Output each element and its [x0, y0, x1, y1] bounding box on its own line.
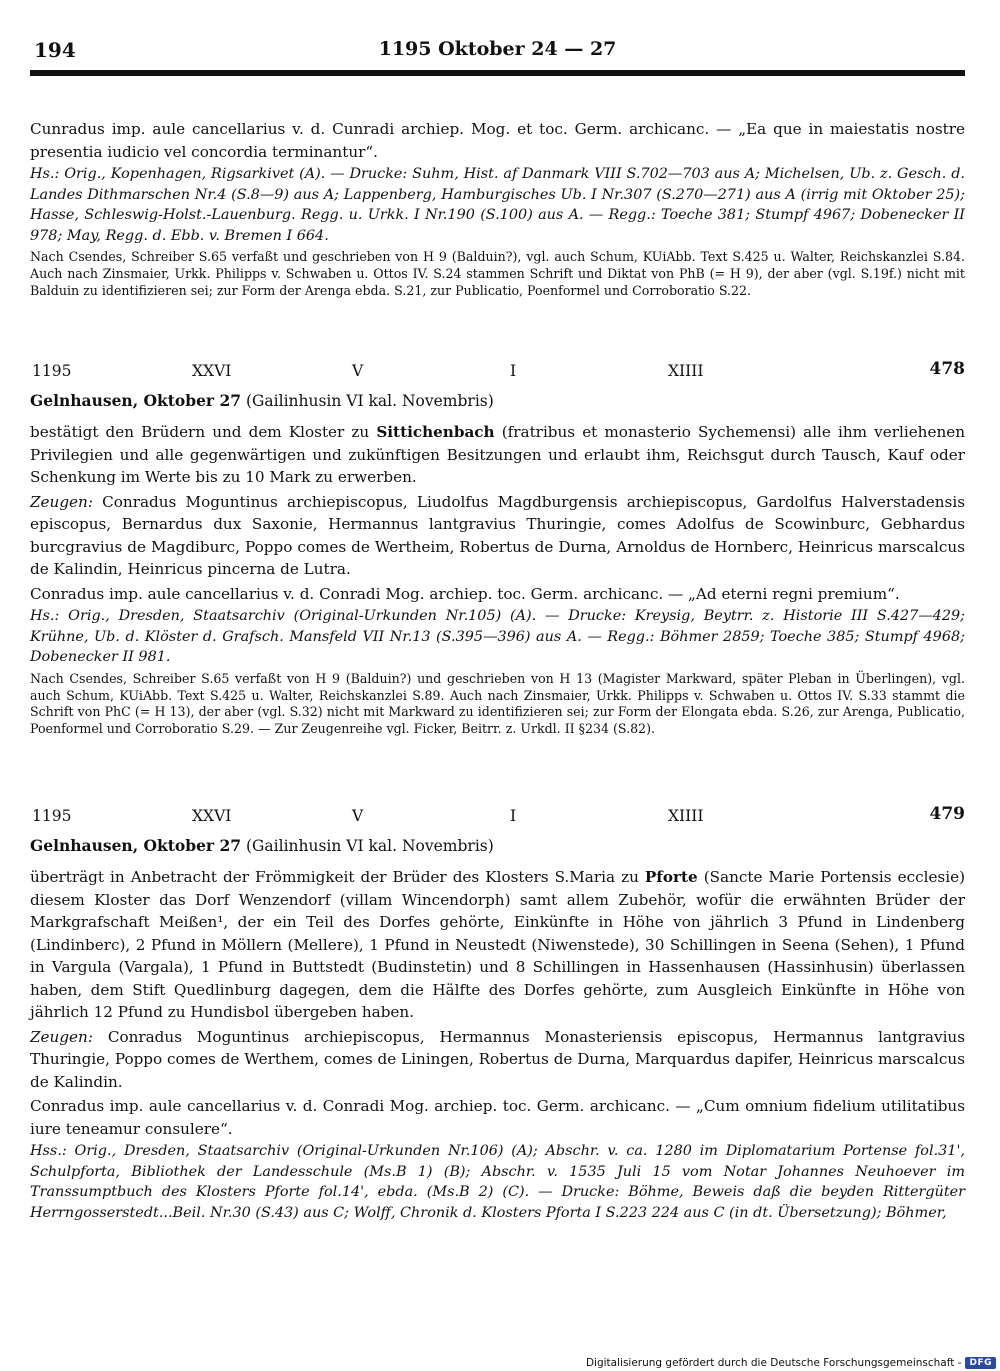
place-date: [30, 389, 965, 413]
place-date-latin: (Gailinhusin VI kal. Novembris): [241, 392, 494, 411]
regest-text-post: (Sancte Marie Portensis ecclesie) diesem Kloster das Dorf Wenzendorf (villam Wincendorph) samt allem Zubehör, wofür die erwähnten Brüder der Markgrafschaft Meißen¹, der ein Teil des Dorfes gehörte, Einkünfte in Höhe von jährlich 3 Pfund in Lindenberg (Lindinberc), 2 Pfund in Möllern (Mellere), 1 Pfund in Neustedt (Niwenstede), 30 Schillingen in Seena (Sehen), 1 Pfund in Vargula (Vargala), 1 Pfund in Buttstedt (Budinstetin) und 8 Schillingen in Hassenhausen (Hassinhusin) überlassen haben, dem Stift Quedlinburg dagegen, dem die Hälfte des Dorfes gehörte, zum Ausgleich Einkünfte in Höhe von jährlich 12 Pfund zu Hundisbol übergeben haben.: [30, 868, 965, 1022]
entry-number: 479: [929, 804, 965, 825]
entry-479: [30, 804, 965, 1223]
document-page: [30, 30, 966, 1221]
witnesses: [30, 491, 965, 581]
entry-separator: [30, 738, 965, 804]
dating-col5: XIIII: [668, 807, 704, 826]
witnesses-list: Conradus Moguntinus archiepiscopus, Hermannus Monasteriensis episcopus, Hermannus lantgravius Thuringie, Poppo comes de Werthem, comes de Liningen, Robertus de Durna, Marquardus dapifer, Heinricus marscalcus de Kalindin.: [30, 1027, 965, 1091]
witnesses-list: Conradus Moguntinus archiepiscopus, Liudolfus Magdburgensis archiepiscopus, Gardolfus Halverstadensis episcopus, Bernardus dux Saxonie, Hermannus lantgravius Thuringie, comes Adolfus de Scowinburc, Gebhardus burcgravius de Magdiburc, Poppo comes de Wertheim, Robertus de Durna, Arnoldus de Hornberc, Heinricus marscalcus de Kalindin, Heinricus pincerna de Lutra.: [30, 492, 965, 579]
chancery-line: Conradus imp. aule cancellarius v. d. Conradi Mog. archiep. toc. Germ. archicanc. — „Cum omnium fidelium utilitatibus iure teneamur consulere“.: [30, 1097, 965, 1138]
place-date-bold: Gelnhausen, Oktober 27: [30, 836, 242, 856]
regest-text-post: (fratribus et monasterio Sychemensi) alle ihm verliehenen Privilegien und alle gegenwärtigen und zukünftigen Besitzungen und erlaubt ihm, Reichsgut durch Tausch, Kauf oder Schenkung im Werte bis zu 10 Mark zu erwerben.: [30, 423, 966, 487]
dating-indiction: XXVI: [192, 362, 232, 381]
dating-col3: V: [352, 807, 364, 826]
header-rule: [30, 70, 965, 76]
spacer: [30, 413, 965, 421]
dating-col3: V: [352, 362, 364, 381]
regest-place-bold: Sittichenbach: [376, 423, 495, 442]
dating-col5: XIIII: [668, 362, 704, 381]
sources-paragraph: Hs.: Orig., Kopenhagen, Rigsarkivet (A). — Drucke: Suhm, Hist. af Danmark VIII S.702—703 aus A; Michelsen, Ub. z. Gesch. d. Landes Dithmarschen Nr.4 (S.8—9) aus A; Lappenberg, Hamburgisches Ub. I Nr.307 (S.270—271) aus A (irrig mit Oktober 25); Hasse, Schleswig-Holst.-Lauenburg. Regg. u. Urkk. I Nr.190 (S.100) aus A. — Regg.: Toeche 381; Stumpf 4967; Dobenecker II 978; May, Regg. d. Ebb. v. Bremen I 664.: [30, 166, 965, 244]
regest-text-pre: überträgt in Anbetracht der Frömmigkeit der Brüder des Klosters S.Maria zu: [30, 868, 645, 887]
witnesses-label: Zeugen:: [30, 492, 93, 511]
regest-text: [30, 421, 965, 489]
commentary-note: Nach Csendes, Schreiber S.65 verfaßt und geschrieben von H 9 (Balduin?), vgl. auch Schum, KUiAbb. Text S.425 u. Walter, Reichskanzlei S.84. Auch nach Zinsmaier, Urkk. Philipps v. Schwaben u. Ottos IV. S.24 stammen Schrift und Diktat von PhB (= H 9), der aber (vgl. S.19f.) nicht mit Balduin zu identifizieren sei; zur Form der Arenga ebda. S.21, zur Publicatio, Poenformel und Corroboratio S.22.: [30, 249, 965, 298]
chancery-line: Cunradus imp. aule cancellarius v. d. Cunradi archiep. Mog. et toc. Germ. archicanc. — „Ea que in maiestatis nostre presentia iudicio vel concordia terminantur“.: [30, 120, 965, 161]
dating-indiction: XXVI: [192, 807, 232, 826]
footer-funding-text: Digitalisierung gefördert durch die Deutsche Forschungsgemeinschaft -: [585, 1357, 962, 1369]
dating-col4: I: [510, 362, 517, 381]
place-date-latin: (Gailinhusin VI kal. Novembris): [241, 837, 494, 856]
page-content: [30, 118, 965, 1223]
entry-478: [30, 359, 965, 738]
place-date: [30, 834, 965, 858]
entry-number: 478: [929, 359, 965, 380]
dating-year: 1195: [32, 807, 72, 826]
dating-line: [30, 804, 965, 830]
page-header: [30, 30, 965, 70]
commentary-note: Nach Csendes, Schreiber S.65 verfaßt von H 9 (Balduin?) und geschrieben von H 13 (Magister Markward, später Pleban in Überlingen), vgl. auch Schum, KUiAbb. Text S.425 u. Walter, Reichskanzlei S.89. Auch nach Zinsmaier, Urkk. Philipps v. Schwaben u. Ottos IV. S.33 stammt die Schrift von PhC (= H 13), der aber (vgl. S.32) nicht mit Markward zu identifizieren sei; zur Form der Elongata ebda. S.26, zur Arenga, Publicatio, Poenformel und Corroboratio S.29. — Zur Zeugenreihe vgl. Ficker, Beitrr. z. Urkdl. II §234 (S.82).: [30, 670, 965, 737]
chancery-line: Conradus imp. aule cancellarius v. d. Conradi Mog. archiep. toc. Germ. archicanc. — „Ad eterni regni premium“.: [30, 584, 900, 603]
sources-paragraph: Hss.: Orig., Dresden, Staatsarchiv (Original-Urkunden Nr.106) (A); Abschr. v. ca. 1280 im Diplomatarium Portense fol.31', Schulpforta, Bibliothek der Landesschule (Ms.B 1) (B); Abschr. v. 1535 Juli 15 vom Notar Johannes Neuhoever im Transsumptbuch des Klosters Pforte fol.14', ebda. (Ms.B 2) (C). — Drucke: Böhme, Beweis daß die beyden Rittergüter Herrngosserstedt...Beil. Nr.30 (S.43) aus C; Wolff, Chronik d. Klosters Pforta I S.223 224 aus C (in dt. Übersetzung); Böhmer,: [30, 1143, 965, 1221]
running-title: 1195 Oktober 24 — 27: [378, 38, 617, 60]
regest-text-pre: bestätigt den Brüdern und dem Kloster zu: [30, 423, 377, 442]
page-footer: [580, 1354, 1000, 1371]
sources-paragraph: Hs.: Orig., Dresden, Staatsarchiv (Original-Urkunden Nr.105) (A). — Drucke: Kreysig, Beytrr. z. Historie III S.427—429; Krühne, Ub. d. Klöster d. Grafsch. Mansfeld VII Nr.13 (S.395—396) aus A. — Regg.: Böhmer 2859; Toeche 385; Stumpf 4968; Dobenecker II 981.: [30, 608, 965, 666]
witnesses: [30, 1026, 965, 1094]
dating-line: [30, 359, 965, 385]
entry-separator: [30, 299, 965, 359]
regest-text: [30, 866, 965, 1024]
place-date-bold: Gelnhausen, Oktober 27: [30, 391, 242, 411]
dating-col4: I: [510, 807, 517, 826]
dating-year: 1195: [32, 362, 72, 381]
witnesses-label: Zeugen:: [30, 1027, 93, 1046]
spacer: [30, 858, 965, 866]
page-number: 194: [34, 38, 76, 62]
entry-477-tail: [30, 118, 965, 299]
regest-place-bold: Pforte: [644, 868, 698, 887]
dfg-logo: DFG: [965, 1357, 996, 1369]
